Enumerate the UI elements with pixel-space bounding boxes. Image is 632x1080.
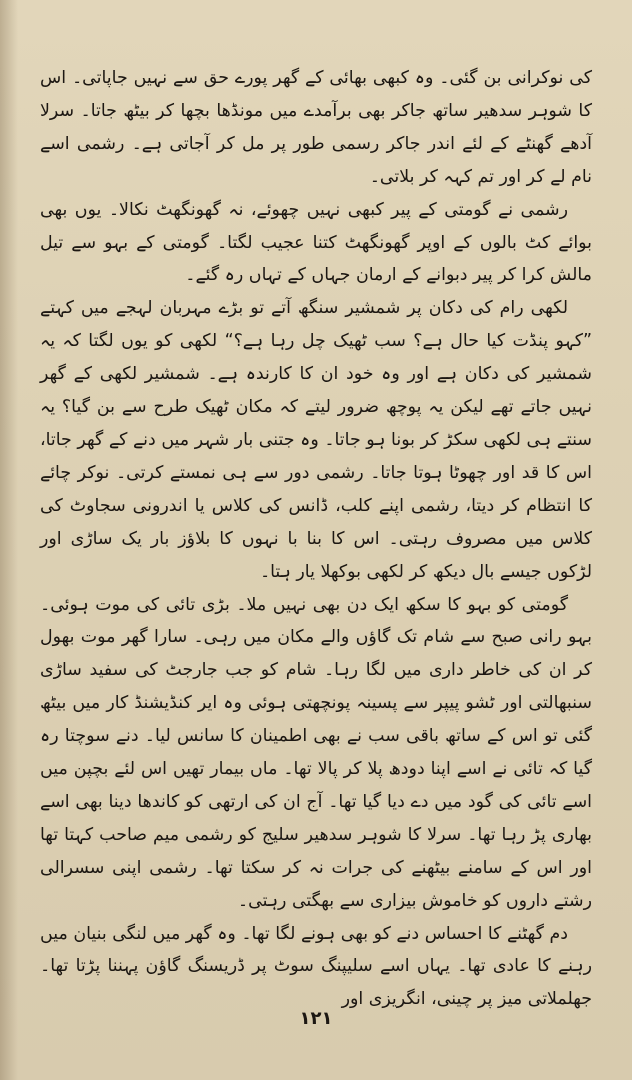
paragraph-2: رشمی نے گومتی کے پیر کبھی نہیں چھوئے، نہ گھونگھٹ نکالا۔ یوں بھی بوائے کٹ بالوں کے اوپر گھونگھٹ کتنا عجیب لگتا۔ گومتی کے بہو سے تیل مالش کرا کر پیر دبوانے کے ارمان جہاں کے تہاں رہ گئے۔ <box>40 199 592 286</box>
page-edge-shadow <box>0 0 18 1080</box>
page-number: ۱۲۱ <box>299 1008 333 1029</box>
paragraph-4: گومتی کو بہو کا سکھ ایک دن بھی نہیں ملا۔ بڑی تائی کی موت ہوئی۔ بہو رانی صبح سے شام تک گاؤں والے مکان میں رہی۔ سارا گھر موت بھول کر ان کی خاطر داری میں لگا رہا۔ شام کو جب جارجٹ کی سفید ساڑی سنبھالتی اور ٹشو پیپر سے پسینہ پونچھتی ہوئی وہ ایر کنڈیشنڈ کار میں بیٹھ گئی تو اس کے ساتھ باقی سب نے بھی اطمینان کا سانس لیا۔ دنے سوچتا رہ گیا کہ تائی نے اسے اپنا دودھ پلا کر پالا تھا۔ ماں بیمار تھیں اس لئے بچپن میں اسے تائی کی گود میں دے دیا گیا تھا۔ آج ان کی ارتھی کو کاندھا دینا بھی اسے بھاری پڑ رہا تھا۔ سرلا کا شوہر سدھیر سلیج کو رشمی میم صاحب کہتا تھا اور اس کے سامنے بیٹھنے کی جرات نہ کر سکتا تھا۔ رشمی اپنی سسرالی رشتے داروں کو خاموش بیزاری سے بھگتی رہتی۔ <box>40 594 592 911</box>
body-text <box>40 62 592 1016</box>
paragraph-3: لکھی رام کی دکان پر شمشیر سنگھ آتے تو بڑے مہربان لہجے میں کہتے ”کہو پنڈت کیا حال ہے؟ سب ٹھیک چل رہا ہے؟“ لکھی کو یوں لگتا کہ یہ شمشیر کی دکان ہے اور وہ خود ان کا کارندہ ہے۔ شمشیر لکھی کے گھر نہیں جاتے تھے لیکن یہ پوچھ ضرور لیتے کہ مکان ٹھیک طرح سے بن گیا؟ یہ سنتے ہی لکھی سکڑ کر بونا ہو جاتا۔ وہ جتنی بار شہر میں دنے کے گھر جاتا، اس کا قد اور چھوٹا ہوتا جاتا۔ رشمی دور سے ہی نمستے کرتی۔ نوکر چائے کا انتظام کر دیتا، رشمی اپنے کلب، ڈانس کی کلاس یا اندرونی سجاوٹ کی کلاس میں مصروف رہتی۔ اس کا بنا با نہوں کا بلاؤز بار یک ساڑی اور لڑکوں جیسے بال دیکھ کر لکھی بوکھلا یار ہتا۔ <box>40 298 592 582</box>
paragraph-1: کی نوکرانی بن گئی۔ وہ کبھی بھائی کے گھر پورے حق سے نہیں جاپاتی۔ اس کا شوہر سدھیر ساتھ جاکر بھی برآمدے میں مونڈھا بچھا کر بیٹھ جاتا۔ سرلا آدھے گھنٹے کے لئے اندر جاکر رسمی طور پر مل کر آجاتی ہے۔ رشمی اسے نام لے کر اور تم کہہ کر بلاتی۔ <box>40 68 592 187</box>
paragraph-5: دم گھٹنے کا احساس دنے کو بھی ہونے لگا تھا۔ وہ گھر میں لنگی بنیان میں رہنے کا عادی تھا۔ یہاں اسے سلیپنگ سوٹ پر ڈریسنگ گاؤن پہننا پڑتا تھا۔ جھلملاتی میز پر چینی، انگریزی اور <box>40 923 592 1010</box>
